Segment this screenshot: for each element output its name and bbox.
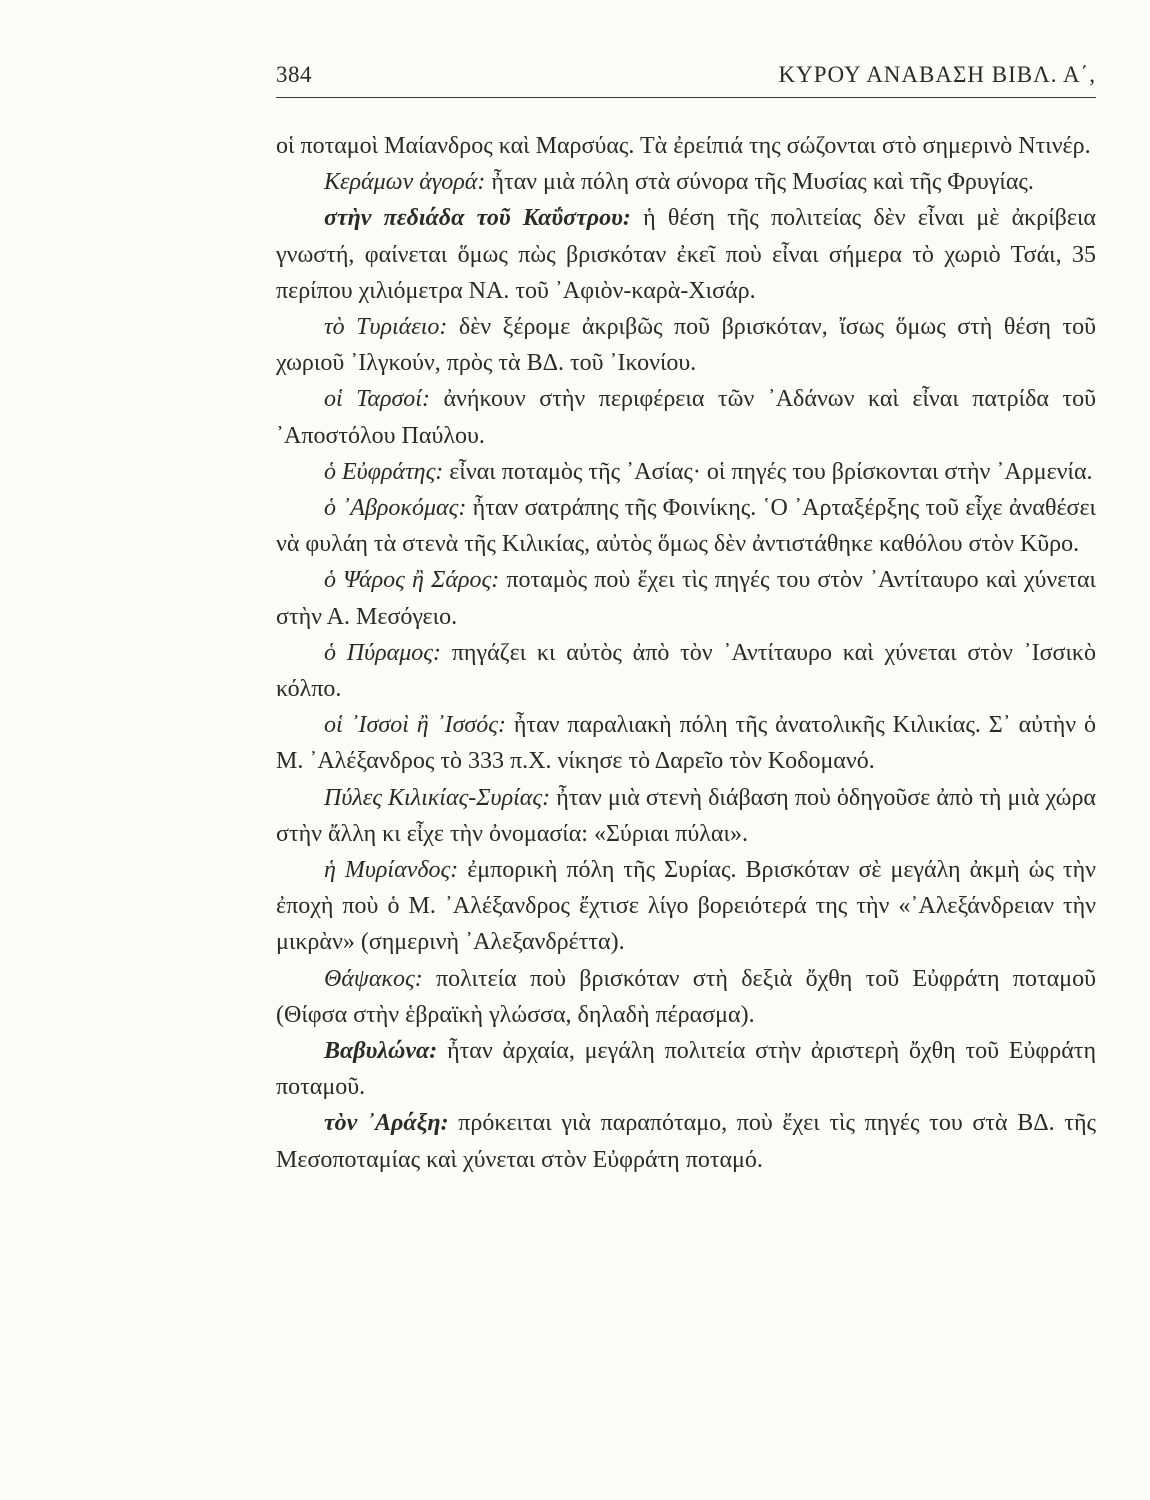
glossary-entry [276, 490, 1096, 562]
glossary-entry [276, 454, 1096, 490]
entry-text: πολιτεία ποὺ βρισκόταν στὴ δεξιὰ ὄχθη τοῦ Εὐφράτη ποταμοῦ (Θίφσα στὴν ἑβραϊκὴ γλώσσα, δηλαδὴ πέρασμα). [276, 965, 1096, 1028]
glossary-entry [276, 164, 1096, 200]
entry-term: ὁ Εὐφράτης: [324, 458, 444, 485]
entry-text: δὲν ξέρομε ἀκριβῶς ποῦ βρισκόταν, ἴσως ὅμως στὴ θέση τοῦ χωριοῦ ᾿Ιλγκούν, πρὸς τὰ ΒΔ. τοῦ ᾿Ικονίου. [276, 314, 1097, 377]
entry-text: πρόκειται γιὰ παραπόταμο, ποὺ ἔχει τὶς πηγές του στὰ ΒΔ. τῆς Μεσοποταμίας καὶ χύνεται στὸν Εὐφράτη ποταμό. [276, 1110, 1097, 1173]
entry-term: ὁ Πύραμος: [324, 639, 442, 666]
glossary-entry [276, 309, 1096, 381]
entry-term: οἱ Ταρσοί: [324, 386, 430, 413]
glossary-entry [276, 562, 1096, 634]
entry-term: Θάψακος: [324, 965, 423, 992]
glossary-text [276, 128, 1096, 1178]
entry-term: Πύλες Κιλικίας-Συρίας: [324, 784, 551, 811]
entry-text: ἦταν μιὰ πόλη στὰ σύνορα τῆς Μυσίας καὶ τῆς Φρυγίας. [485, 169, 1034, 196]
glossary-entry [276, 381, 1096, 453]
entry-text: ποταμὸς ποὺ ἔχει τὶς πηγές του στὸν ᾿Αντίταυρο καὶ χύνεται στὴν Α. Μεσόγειο. [276, 567, 1096, 630]
glossary-entry [276, 1105, 1096, 1177]
glossary-entry [276, 635, 1096, 707]
glossary-entry [276, 707, 1096, 779]
glossary-entry [276, 852, 1096, 961]
entry-text: ἐμπορικὴ πόλη τῆς Συρίας. Βρισκόταν σὲ μεγάλη ἀκμὴ ὡς τὴν ἐποχὴ ποὺ ὁ Μ. ᾿Αλέξανδρος ἔχτισε λίγο βορειότερά της τὴν «᾿Αλεξάνδρειαν τὴν μικρὰν» (σημερινὴ ᾿Αλεξανδρέττα). [276, 857, 1096, 956]
entry-term: Βαβυλώνα: [324, 1038, 438, 1065]
header-rule [276, 97, 1096, 98]
entry-term: στὴν πεδιάδα τοῦ Καΰστρου: [324, 205, 631, 232]
entry-text: ἦταν μιὰ στενὴ διάβαση ποὺ ὁδηγοῦσε ἀπὸ τὴ μιὰ χώρα στὴν ἄλλη κι εἶχε τὴν ὀνομασία: «Σύριαι πύλαι». [276, 784, 1096, 847]
glossary-entry [276, 1033, 1096, 1105]
entry-text: πηγάζει κι αὐτὸς ἀπὸ τὸν ᾿Αντίταυρο καὶ χύνεται στὸν ᾿Ισσικὸ κόλπο. [276, 639, 1096, 703]
entry-term: τὸν ᾿Αράξη: [324, 1110, 449, 1137]
entry-text: ἦταν ἀρχαία, μεγάλη πολιτεία στὴν ἀριστερὴ ὄχθη τοῦ Εὐφράτη ποταμοῦ. [276, 1038, 1096, 1101]
running-title: ΚΥΡΟΥ ΑΝΑΒΑΣΗ ΒΙΒΛ. Α΄, [778, 62, 1096, 87]
glossary-entry [276, 200, 1096, 309]
entry-term: Κεράμων ἀγορά: [324, 169, 486, 196]
glossary-entry [276, 961, 1096, 1033]
glossary-entry-continuation [276, 128, 1096, 164]
page-header [276, 58, 1096, 94]
entry-text: ἦταν παραλιακὴ πόλη τῆς ἀνατολικῆς Κιλικίας. Σ᾿ αὐτὴν ὁ Μ. ᾿Αλέξανδρος τὸ 333 π.Χ. νίκησε τὸ Δαρεῖο τὸν Κοδομανό. [276, 712, 1096, 775]
glossary-entry [276, 780, 1096, 852]
entry-text: οἱ ποταμοὶ Μαίανδρος καὶ Μαρσύας. Τὰ ἐρείπιά της σώζονται στὸ σημερινὸ Ντινέρ. [276, 133, 1091, 159]
entry-term: τὸ Τυριάειο: [324, 314, 448, 341]
entry-text: ἡ θέση τῆς πολιτείας δὲν εἶναι μὲ ἀκρίβεια γνωστή, φαίνεται ὅμως πὼς βρισκόταν ἐκεῖ ποὺ εἶναι σήμερα τὸ χωριὸ Τσάι, 35 περίπου χιλιόμετρα ΝΑ. τοῦ ᾿Αφιὸν-καρὰ-Χισάρ. [276, 205, 1097, 304]
entry-text: ἦταν σατράπης τῆς Φοινίκης. ῾Ο ᾿Αρταξέρξης τοῦ εἶχε ἀναθέσει νὰ φυλάη τὰ στενὰ τῆς Κιλικίας, αὐτὸς ὅμως δὲν ἀντιστάθηκε καθόλου στὸν Κῦρο. [276, 495, 1096, 558]
entry-term: οἱ ᾿Ισσοὶ ἢ ᾿Ισσός: [324, 712, 506, 739]
entry-text: ἀνήκουν στὴν περιφέρεια τῶν ᾿Αδάνων καὶ εἶναι πατρίδα τοῦ ᾿Αποστόλου Παύλου. [276, 386, 1096, 449]
entry-term: ἡ Μυρίανδος: [324, 857, 459, 884]
entry-text: εἶναι ποταμὸς τῆς ᾿Ασίας· οἱ πηγές του βρίσκονται στὴν ᾿Αρμενία. [443, 458, 1093, 485]
page-number: 384 [276, 62, 312, 87]
entry-term: ὁ Ψάρος ἢ Σάρος: [324, 567, 500, 594]
entry-term: ὁ ᾿Αβροκόμας: [324, 495, 467, 522]
